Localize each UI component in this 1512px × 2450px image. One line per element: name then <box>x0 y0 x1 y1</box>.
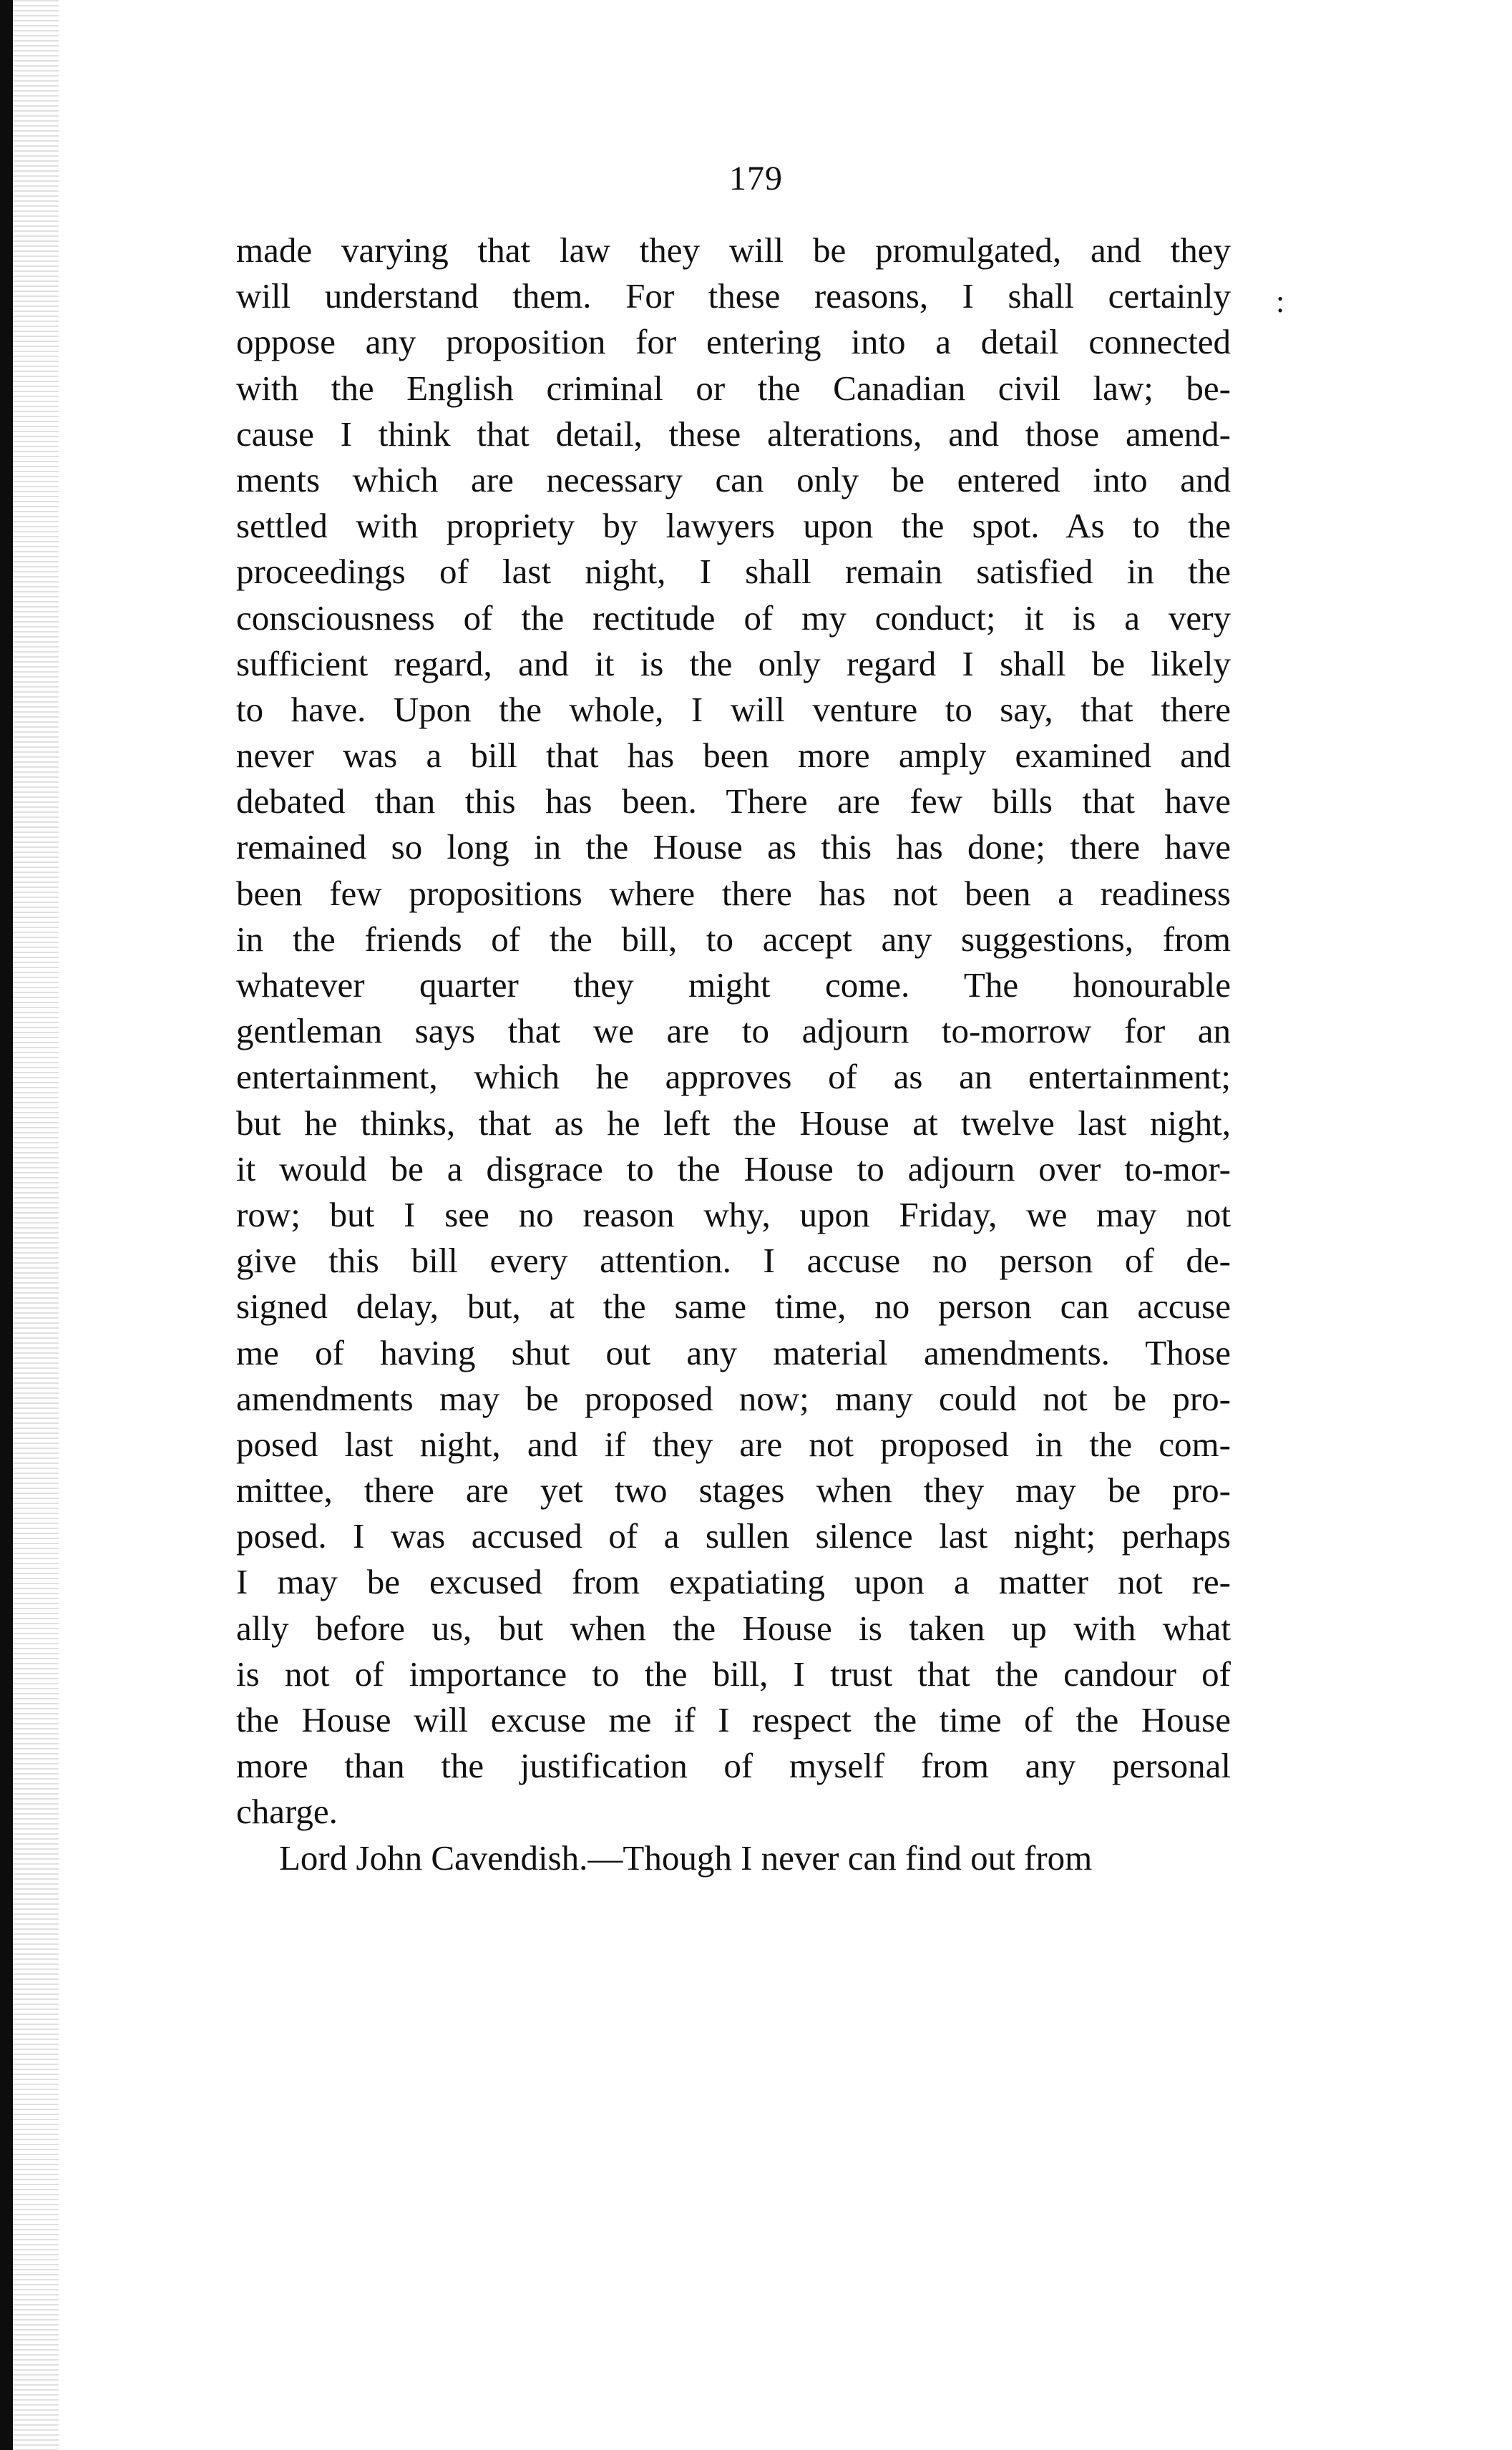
text-line: row; but I see no reason why, upon Friday, we may not <box>236 1194 1231 1234</box>
text-line: in the friends of the bill, to accept any suggestions, from <box>236 919 1231 959</box>
text-line: whatever quarter they might come. The honourable <box>236 965 1231 1005</box>
margin-mark: : <box>1276 284 1285 319</box>
text-line: amendments may be proposed now; many could not be pro- <box>236 1378 1231 1418</box>
page-number: 179 <box>729 160 783 197</box>
text-line: consciousness of the rectitude of my conduct; it is a very <box>236 597 1231 638</box>
text-line: cause I think that detail, these alterations, and those amend- <box>236 414 1231 454</box>
text-line: charge. <box>236 1792 338 1832</box>
text-line: been few propositions where there has not been a readiness <box>236 873 1231 913</box>
text-line: me of having shut out any material amendments. Those <box>236 1332 1231 1372</box>
text-line: sufficient regard, and it is the only regard I shall be likely <box>236 643 1231 683</box>
text-line: ally before us, but when the House is taken up with what <box>236 1608 1231 1648</box>
text-line: will understand them. For these reasons, I shall certainly <box>236 276 1231 316</box>
text-line: made varying that law they will be promulgated, and they <box>236 230 1231 270</box>
text-line: give this bill every attention. I accuse no person of de- <box>236 1241 1231 1281</box>
text-line: it would be a disgrace to the House to adjourn over to-mor- <box>236 1148 1231 1189</box>
text-line: never was a bill that has been more amply examined and <box>236 736 1231 776</box>
text-line: is not of importance to the bill, I trust that the candour of <box>236 1654 1231 1694</box>
text-line: posed. I was accused of a sullen silence last night; perhaps <box>236 1516 1231 1556</box>
text-line: posed last night, and if they are not proposed in the com- <box>236 1424 1231 1464</box>
text-line: entertainment, which he approves of as an entertainment; <box>236 1057 1231 1097</box>
text-line: gentleman says that we are to adjourn to-morrow for an <box>236 1011 1231 1051</box>
text-line: oppose any proposition for entering into a detail connected <box>236 322 1231 362</box>
text-line: but he thinks, that as he left the House at twelve last night, <box>236 1103 1231 1143</box>
text-line: proceedings of last night, I shall remain satisfied in the <box>236 552 1231 592</box>
text-line: signed delay, but, at the same time, no person can accuse <box>236 1287 1231 1327</box>
text-line: the House will excuse me if I respect the time of the House <box>236 1700 1231 1739</box>
text-line: to have. Upon the whole, I will venture to say, that there <box>236 689 1231 729</box>
text-line: ments which are necessary can only be entered into and <box>236 459 1231 499</box>
text-line: I may be excused from expatiating upon a matter not re- <box>236 1562 1231 1602</box>
body-text <box>236 228 1231 1881</box>
text-line: debated than this has been. There are few bills that have <box>236 781 1231 821</box>
page-binding-shadow <box>13 0 59 2450</box>
text-line: settled with propriety by lawyers upon the spot. As to the <box>236 506 1231 546</box>
page-binding-edge <box>0 0 13 2450</box>
text-line: remained so long in the House as this has done; there have <box>236 827 1231 867</box>
text-line: with the English criminal or the Canadian civil law; be- <box>236 368 1231 408</box>
text-line: mittee, there are yet two stages when they may be pro- <box>236 1470 1231 1510</box>
speaker-line: Lord John Cavendish.—Though I never can find out from <box>279 1838 1093 1878</box>
text-line: more than the justification of myself from any personal <box>236 1746 1231 1786</box>
